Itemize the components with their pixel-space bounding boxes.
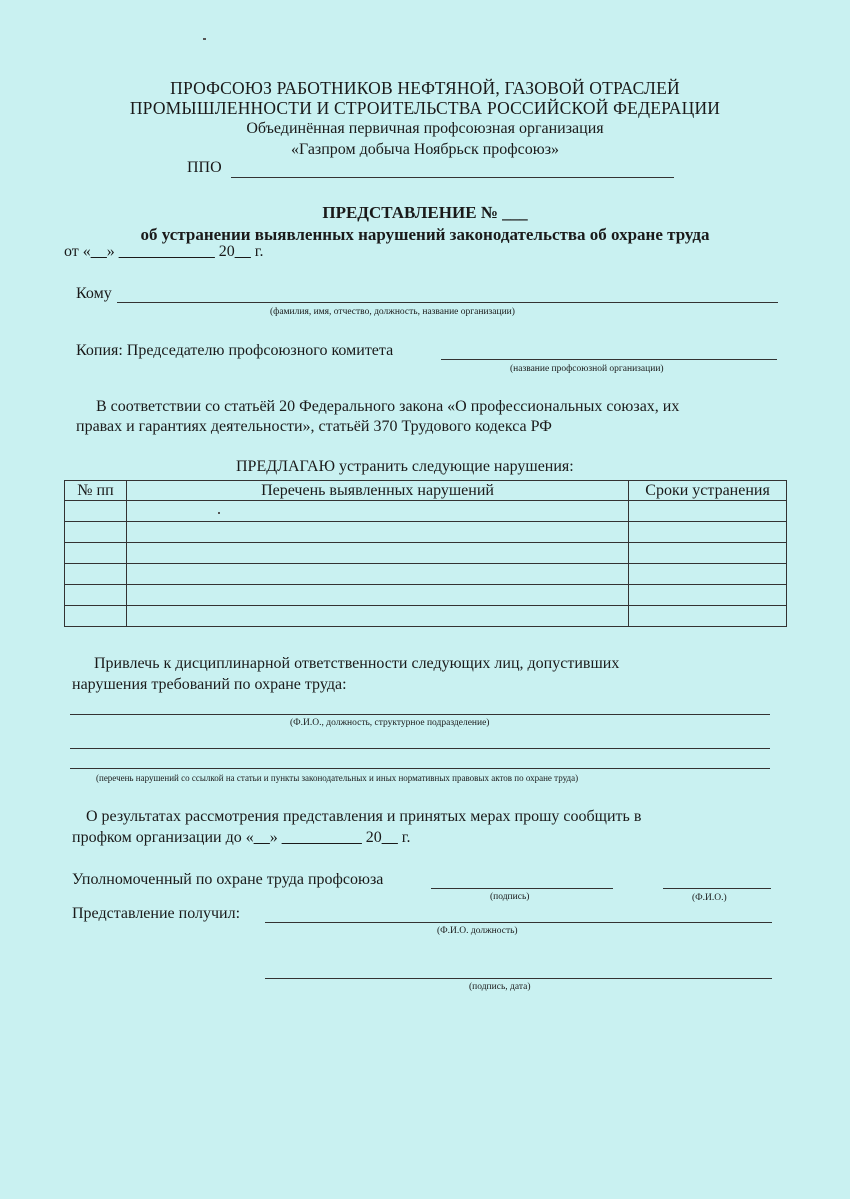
- authorized-signature-hint: (подпись): [490, 892, 530, 902]
- table-row: [65, 522, 787, 543]
- row-violation-cell[interactable]: [126, 501, 628, 522]
- row-number-cell[interactable]: [65, 606, 127, 627]
- results-line-1: О результатах рассмотрения представления и принятых мерах прошу сообщить в: [86, 808, 642, 825]
- row-deadline-cell[interactable]: [629, 543, 787, 564]
- ppo-label: ППО: [187, 159, 222, 176]
- row-deadline-cell[interactable]: [629, 585, 787, 606]
- table-row: [65, 564, 787, 585]
- date-year: 20: [218, 243, 235, 260]
- received-label: Представление получил:: [72, 905, 241, 922]
- results-suffix: г.: [401, 829, 411, 846]
- title-number-blank[interactable]: ___: [502, 203, 528, 222]
- row-violation-cell[interactable]: [126, 585, 628, 606]
- to-field[interactable]: [117, 302, 778, 303]
- date-month-blank[interactable]: ____________: [118, 243, 215, 260]
- authorized-fio-field[interactable]: [663, 888, 771, 889]
- authorized-label: Уполномоченный по охране труда профсоюза: [72, 871, 384, 888]
- table-row: [65, 585, 787, 606]
- received-fio-hint: (Ф.И.О. должность): [437, 926, 518, 936]
- to-label: Кому: [76, 285, 112, 302]
- scan-speck: [218, 512, 220, 514]
- document-subtitle: об устранении выявленных нарушений законодательства об охране труда: [140, 225, 710, 244]
- basis-line-1: В соответствии со статьёй 20 Федерального закона «О профессиональных союзах, их: [96, 398, 680, 415]
- document-date: [64, 243, 264, 261]
- row-number-cell[interactable]: [65, 564, 127, 585]
- responsible-persons-hint: (Ф.И.О., должность, структурное подразделение): [290, 718, 490, 728]
- date-prefix: от «: [64, 243, 91, 260]
- header-violations: Перечень выявленных нарушений: [126, 481, 628, 501]
- copy-label: Копия: Председателю профсоюзного комитета: [76, 342, 394, 359]
- header-deadline: Сроки устранения: [629, 481, 787, 501]
- discipline-line-1: Привлечь к дисциплинарной ответственности следующих лиц, допустивших: [94, 655, 620, 672]
- row-deadline-cell[interactable]: [629, 606, 787, 627]
- received-signature-date-field[interactable]: [265, 978, 772, 979]
- date-day-blank[interactable]: __: [90, 243, 107, 260]
- row-deadline-cell[interactable]: [629, 501, 787, 522]
- violations-list-field-1[interactable]: [70, 748, 770, 749]
- results-prefix: профком организации до «: [72, 829, 254, 846]
- results-mid: »: [269, 829, 278, 846]
- date-year-blank[interactable]: __: [234, 243, 251, 260]
- copy-field[interactable]: [441, 359, 777, 360]
- responsible-persons-field[interactable]: [70, 714, 770, 715]
- authorized-fio-hint: (Ф.И.О.): [692, 893, 727, 903]
- union-name-line-2: ПРОМЫШЛЕННОСТИ И СТРОИТЕЛЬСТВА РОССИЙСКОЙ ФЕДЕРАЦИИ: [129, 98, 721, 118]
- table-row: [65, 543, 787, 564]
- received-fio-field[interactable]: [265, 922, 772, 923]
- copy-hint: (название профсоюзной организации): [510, 364, 664, 374]
- table-row: [65, 501, 787, 522]
- title-text: ПРЕДСТАВЛЕНИЕ №: [322, 203, 498, 222]
- row-number-cell[interactable]: [65, 501, 127, 522]
- row-deadline-cell[interactable]: [629, 564, 787, 585]
- row-violation-cell[interactable]: [126, 564, 628, 585]
- scan-speck: [203, 38, 206, 40]
- row-violation-cell[interactable]: [126, 522, 628, 543]
- ppo-field[interactable]: [231, 177, 674, 178]
- results-year: 20: [365, 829, 382, 846]
- table-header-row: [65, 481, 787, 501]
- row-violation-cell[interactable]: [126, 543, 628, 564]
- table-caption: ПРЕДЛАГАЮ устранить следующие нарушения:: [236, 458, 574, 475]
- table-row: [65, 606, 787, 627]
- to-hint: (фамилия, имя, отчество, должность, название организации): [270, 307, 515, 317]
- results-month-blank[interactable]: __________: [281, 829, 362, 846]
- row-violation-cell[interactable]: [126, 606, 628, 627]
- results-day-blank[interactable]: __: [253, 829, 270, 846]
- document-title: [0, 203, 850, 223]
- received-signature-date-hint: (подпись, дата): [469, 982, 531, 992]
- organization-line-2: «Газпром добыча Ноябрьск профсоюз»: [290, 141, 560, 158]
- header-number: № пп: [65, 481, 127, 501]
- date-close: »: [106, 243, 115, 260]
- row-number-cell[interactable]: [65, 522, 127, 543]
- authorized-signature-field[interactable]: [431, 888, 613, 889]
- organization-line-1: Объединённая первичная профсоюзная организация: [246, 120, 604, 137]
- basis-line-2: правах и гарантиях деятельности», статьёй 370 Трудового кодекса РФ: [76, 418, 552, 435]
- union-name-line-1: ПРОФСОЮЗ РАБОТНИКОВ НЕФТЯНОЙ, ГАЗОВОЙ ОТРАСЛЕЙ: [170, 78, 680, 98]
- results-line-2: [72, 829, 411, 847]
- results-year-blank[interactable]: __: [381, 829, 398, 846]
- date-suffix: г.: [254, 243, 264, 260]
- violations-table: [64, 480, 787, 627]
- violations-list-field-2[interactable]: [70, 768, 770, 769]
- row-deadline-cell[interactable]: [629, 522, 787, 543]
- discipline-line-2: нарушения требований по охране труда:: [72, 676, 347, 693]
- row-number-cell[interactable]: [65, 543, 127, 564]
- row-number-cell[interactable]: [65, 585, 127, 606]
- violations-list-hint: (перечень нарушений со ссылкой на статьи и пункты законодательных и иных нормативных правовых актов по охране труда): [96, 773, 579, 783]
